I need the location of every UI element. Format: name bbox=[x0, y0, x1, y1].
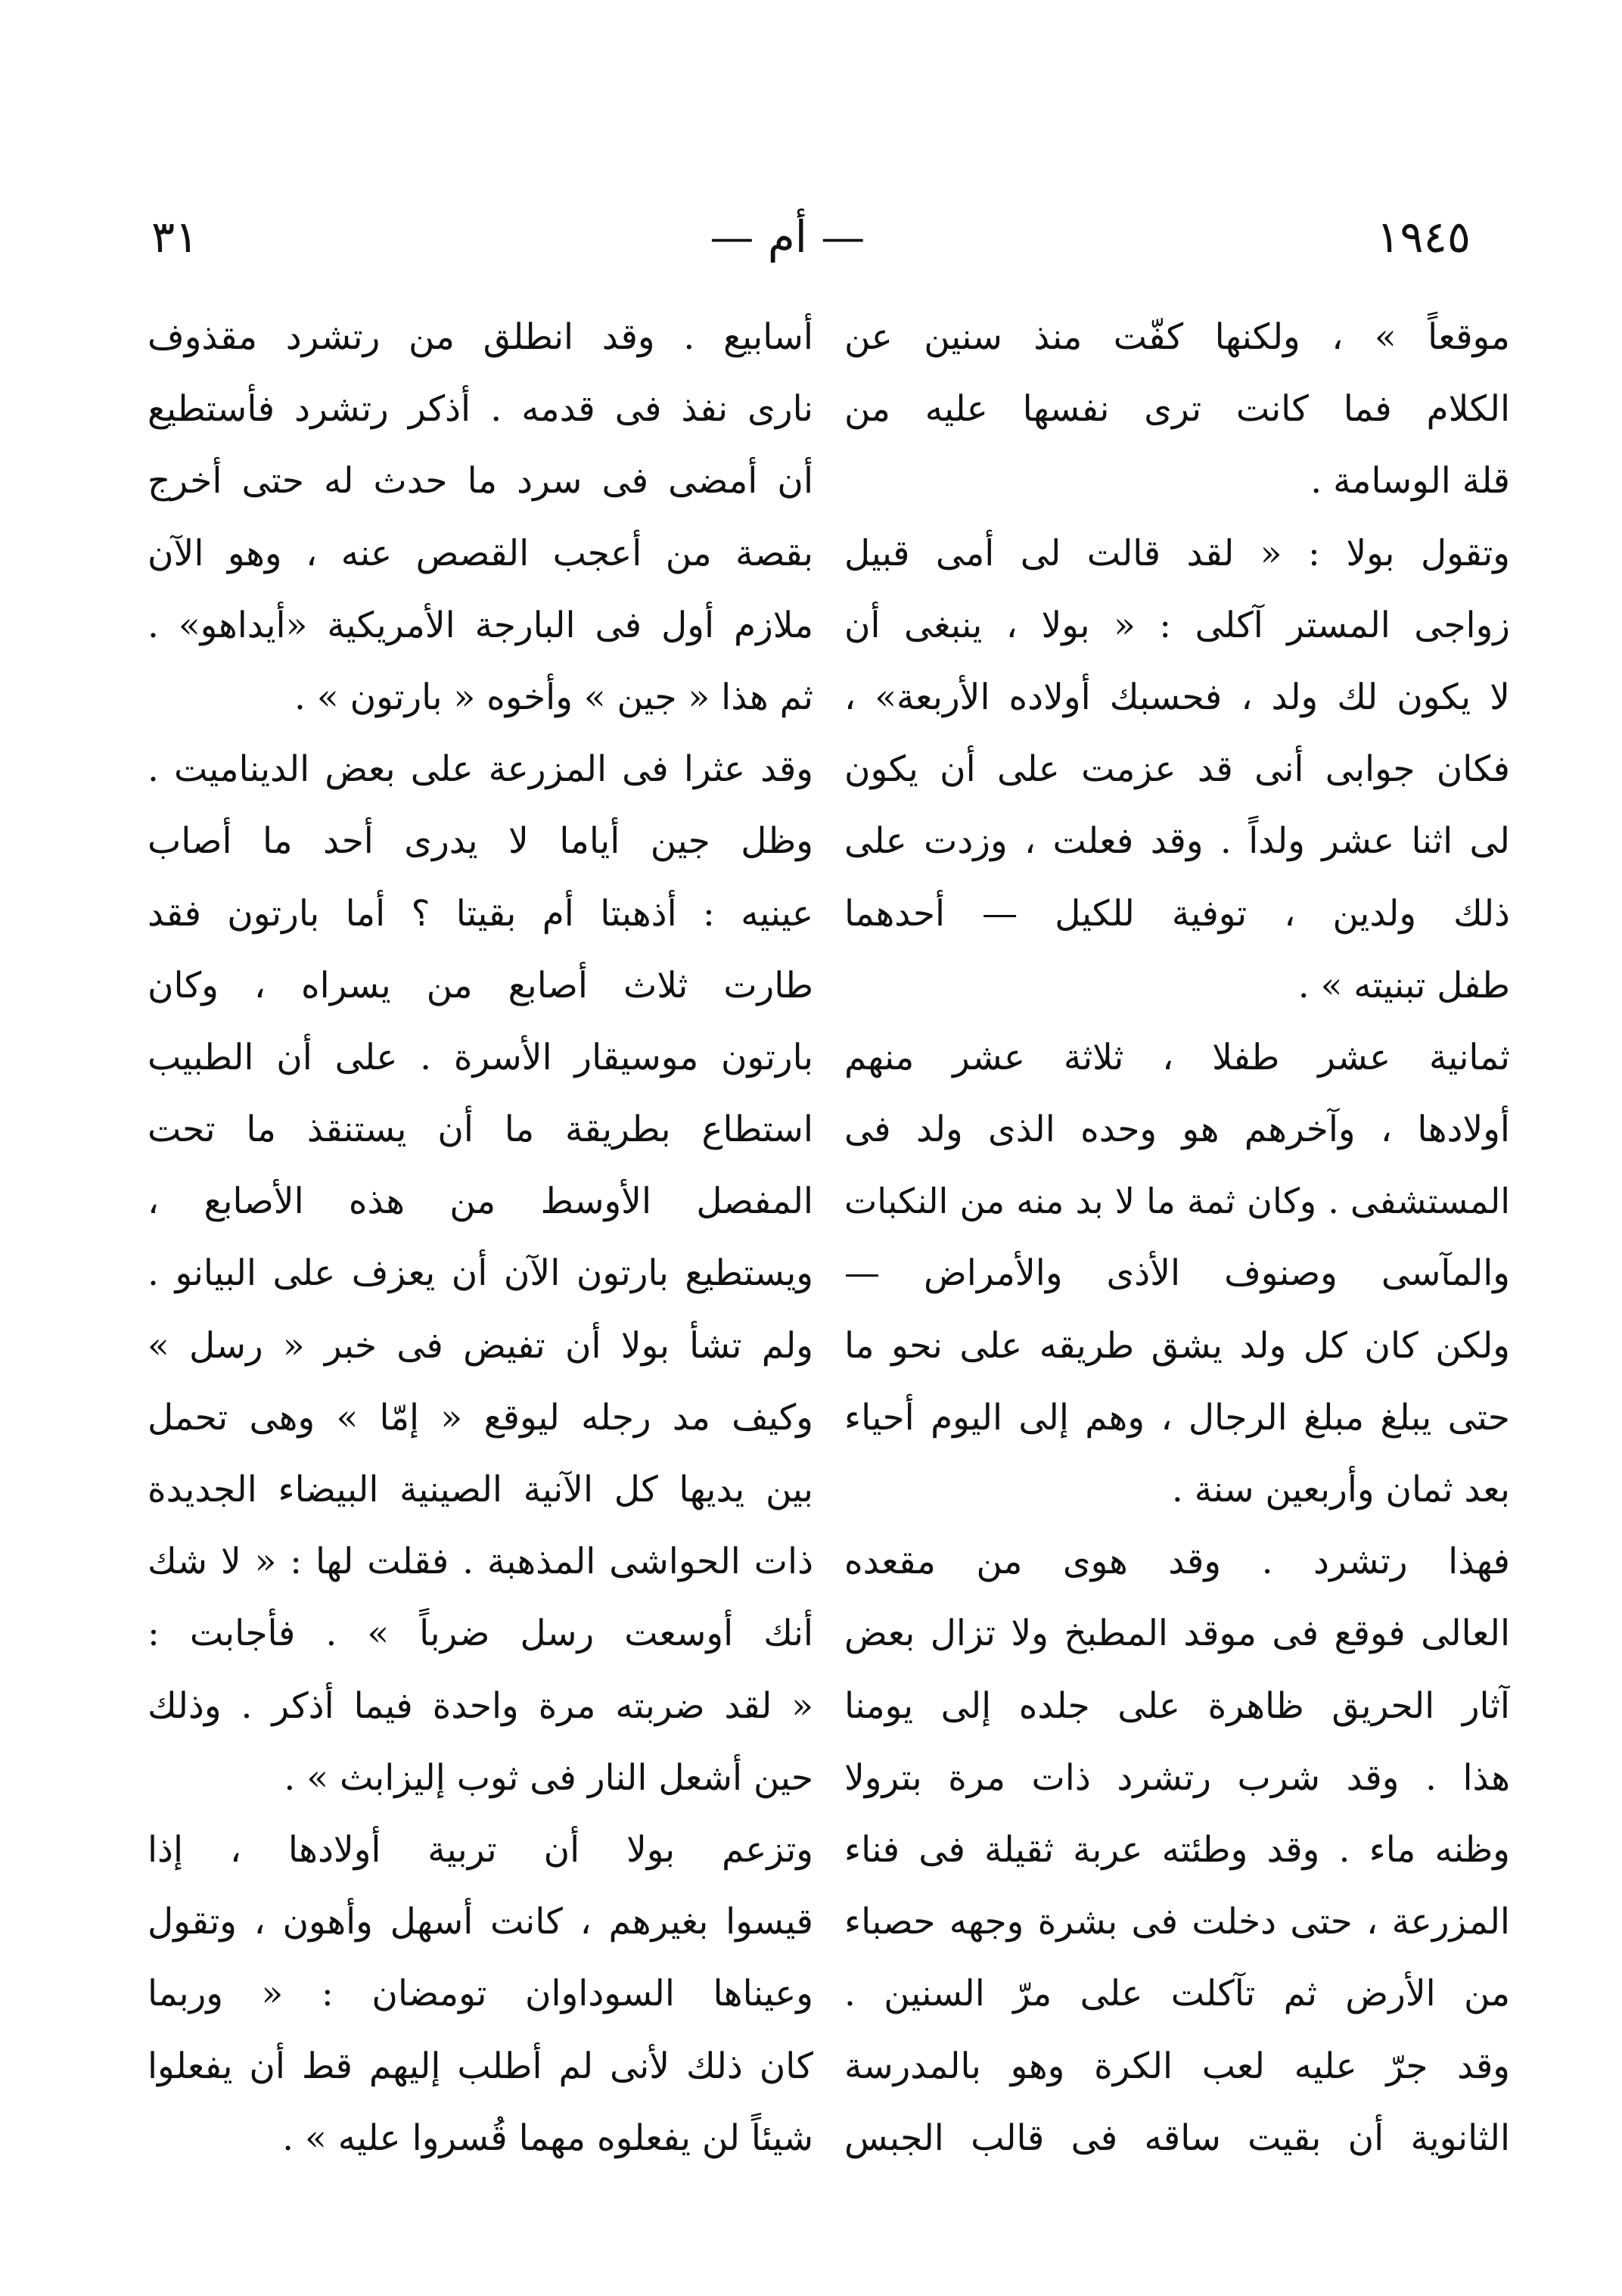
text-line: زواجى المستر آكلى : « بولا ، ينبغى أن bbox=[844, 604, 1510, 646]
text-line: قيسوا بغيرهم ، كانت أسهل وأهون ، وتقول bbox=[148, 1901, 813, 1943]
text-line: لى اثنا عشر ولداً . وقد فعلت ، وزدت على bbox=[844, 820, 1510, 863]
text-line: شيئاً لن يفعلوه مهما قُسروا عليه » . bbox=[282, 2117, 813, 2159]
text-line: وتقول بولا : « لقد قالت لى أمى قبيل bbox=[844, 532, 1510, 574]
text-line: نارى نفذ فى قدمه . أذكر رتشرد فأستطيع bbox=[148, 388, 813, 431]
text-line: المزرعة ، حتى دخلت فى بشرة وجهه حصباء bbox=[844, 1901, 1510, 1943]
text-line: بين يديها كل الآنية الصينية البيضاء الجديدة bbox=[148, 1469, 813, 1510]
text-line: ذلك ولدين ، توفية للكيل — أحدهما bbox=[844, 892, 1510, 935]
text-line: وعيناها السوداوان تومضان : « وربما bbox=[148, 1973, 813, 2015]
text-line: استطاع بطريقة ما أن يستنقذ ما تحت bbox=[148, 1109, 813, 1151]
text-line: ولم تشأ بولا أن تفيض فى خبر « رسل » bbox=[148, 1324, 813, 1367]
text-line: موقعاً » ، ولكنها كفّت منذ سنين عن bbox=[844, 316, 1510, 358]
text-line: طارت ثلاث أصابع من يسراه ، وكان bbox=[148, 964, 813, 1006]
text-line: كان ذلك لأنى لم أطلب إليهم قط أن يفعلوا bbox=[148, 2045, 813, 2087]
text-line: طفل تبنيته » . bbox=[1297, 964, 1510, 1006]
text-line: ملازم أول فى البارجة الأمريكية «أيداهو» . bbox=[148, 604, 813, 646]
text-line: وكيف مد رجله ليوقع « إمّا » وهى تحمل bbox=[148, 1396, 813, 1439]
text-line: المفصل الأوسط من هذه الأصابع ، bbox=[148, 1181, 813, 1223]
text-column-left bbox=[148, 301, 813, 2174]
text-line: الكلام فما كانت ترى نفسها عليه من bbox=[844, 388, 1510, 431]
text-line: وظل جين أياما لا يدرى أحد ما أصاب bbox=[148, 820, 813, 863]
text-line: فهذا رتشرد . وقد هوى من مقعده bbox=[844, 1541, 1510, 1583]
text-line: عينيه : أذهبتا أم بقيتا ؟ أما بارتون فقد bbox=[148, 892, 813, 935]
text-line: بقصة من أعجب القصص عنه ، وهو الآن bbox=[148, 532, 813, 574]
text-line: وقد عثرا فى المزرعة على بعض الديناميت . bbox=[148, 748, 813, 791]
text-line: لا يكون لك ولد ، فحسبك أولاده الأربعة» ، bbox=[844, 676, 1510, 718]
text-line: المستشفى . وكان ثمة ما لا بد منه من النكبات bbox=[844, 1181, 1510, 1222]
text-line: حتى يبلغ مبلغ الرجال ، وهم إلى اليوم أحياء bbox=[844, 1396, 1510, 1439]
text-line: « لقد ضربته مرة واحدة فيما أذكر . وذلك bbox=[148, 1685, 813, 1727]
text-line: حين أشعل النار فى ثوب إليزابث » . bbox=[284, 1756, 813, 1799]
running-head bbox=[151, 203, 1471, 271]
text-line: فكان جوابى أنى قد عزمت على أن يكون bbox=[844, 748, 1510, 791]
text-line: من الأرض ثم تآكلت على مرّ السنين . bbox=[844, 1973, 1510, 2015]
text-line: بارتون موسيقار الأسرة . على أن الطبيب bbox=[148, 1036, 813, 1078]
text-line: أنك أوسعت رسل ضرباً » . فأجابت : bbox=[148, 1613, 813, 1655]
text-line: بعد ثمان وأربعين سنة . bbox=[1171, 1469, 1510, 1510]
text-line: أولادها ، وآخرهم هو وحده الذى ولد فى bbox=[844, 1109, 1510, 1151]
page-number: ٣١ bbox=[151, 211, 199, 263]
text-line: ذات الحواشى المذهبة . فقلت لها : « لا شك bbox=[148, 1541, 813, 1583]
text-line: آثار الحريق ظاهرة على جلده إلى يومنا bbox=[844, 1685, 1510, 1727]
text-line: ثم هذا « جين » وأخوه « بارتون » . bbox=[294, 676, 813, 718]
text-line: هذا . وقد شرب رتشرد ذات مرة بترولا bbox=[844, 1756, 1510, 1799]
text-line: وتزعم بولا أن تربية أولادها ، إذا bbox=[148, 1828, 813, 1871]
text-line: وقد جرّ عليه لعب الكرة وهو بالمدرسة bbox=[844, 2045, 1510, 2087]
text-line: قلة الوسامة . bbox=[1310, 460, 1510, 502]
text-line: أسابيع . وقد انطلق من رتشرد مقذوف bbox=[148, 316, 813, 358]
year-label: ١٩٤٥ bbox=[1376, 211, 1471, 263]
text-line: الثانوية أن بقيت ساقه فى قالب الجبس bbox=[844, 2117, 1510, 2159]
text-line: ثمانية عشر طفلا ، ثلاثة عشر منهم bbox=[844, 1036, 1510, 1078]
text-line: العالى فوقع فى موقد المطبخ ولا تزال بعض bbox=[844, 1613, 1510, 1655]
running-title: — أم — bbox=[710, 211, 865, 263]
text-line: والمآسى وصنوف الأذى والأمراض — bbox=[844, 1252, 1510, 1295]
text-line: أن أمضى فى سرد ما حدث له حتى أخرج bbox=[148, 460, 813, 502]
text-line: ولكن كان كل ولد يشق طريقه على نحو ما bbox=[844, 1324, 1510, 1367]
text-column-right bbox=[844, 301, 1510, 2174]
text-line: وظنه ماء . وقد وطئته عربة ثقيلة فى فناء bbox=[844, 1828, 1510, 1871]
text-line: ويستطيع بارتون الآن أن يعزف على البيانو . bbox=[148, 1252, 813, 1295]
